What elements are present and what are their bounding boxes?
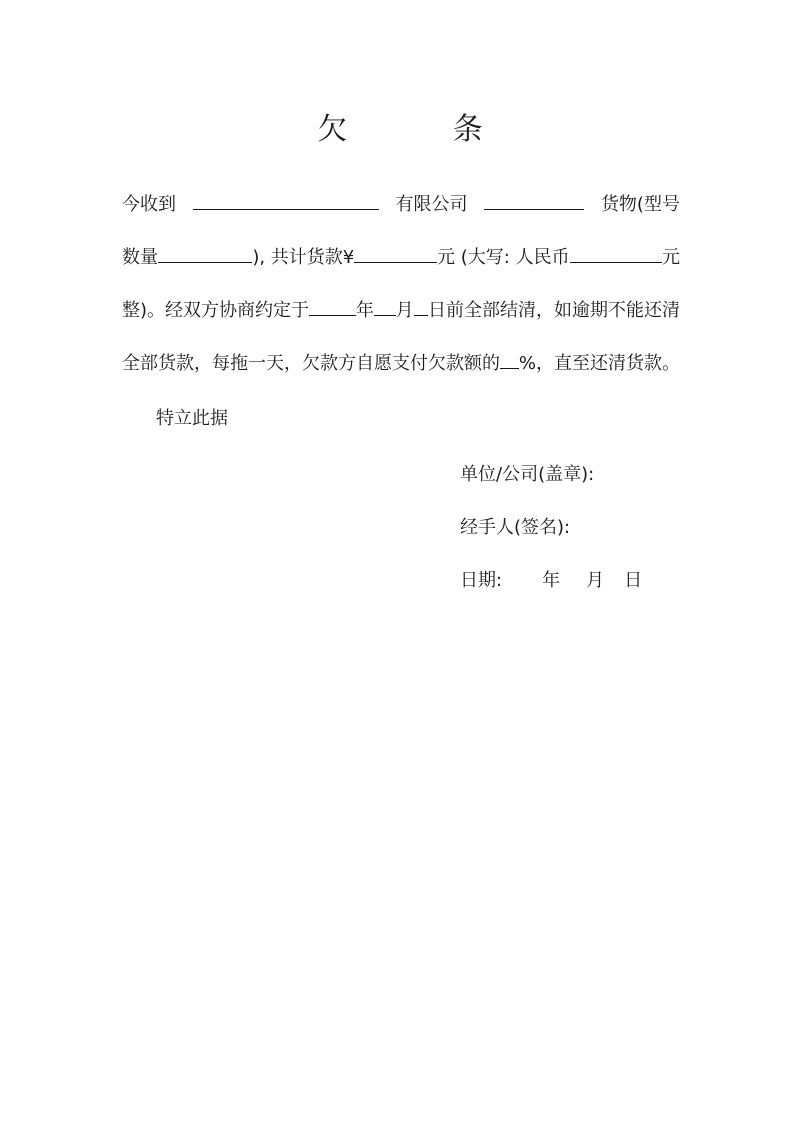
amount-blank[interactable]: [354, 242, 437, 263]
date-day-text: 日: [624, 570, 643, 591]
agreement-text: 整)。经双方协商约定于: [122, 300, 310, 321]
settlement-text: 日前全部结清，如逾期不能还清: [427, 300, 680, 321]
company-seal-label: 单位/公司(盖章):: [460, 464, 595, 485]
month-blank[interactable]: [374, 295, 396, 316]
company-suffix-text: 有限公司: [395, 194, 468, 215]
date-year-text: 年: [542, 570, 561, 591]
body-line-3: [122, 295, 680, 325]
date-line: [460, 567, 642, 595]
body-line-1: [122, 189, 680, 219]
goods-model-text: 货物(型号: [600, 194, 680, 215]
quantity-blank[interactable]: [158, 242, 252, 263]
penalty-suffix-text: %，直至还清货款。: [518, 353, 680, 374]
received-text: 今收到: [122, 194, 176, 215]
total-amount-text: ), 共计货款¥: [252, 247, 355, 268]
company-name-blank[interactable]: [193, 189, 379, 210]
yuan-text: 元: [662, 247, 681, 268]
year-text: 年: [355, 300, 374, 321]
quantity-text: 数量: [122, 247, 158, 268]
uppercase-amount-text: 元 (大写: 人民币: [437, 247, 570, 268]
date-label: 日期:: [460, 570, 503, 591]
year-blank[interactable]: [309, 295, 356, 316]
statement-text: 特立此据: [156, 408, 228, 429]
body-line-2: [122, 242, 680, 272]
penalty-text: 全部货款，每拖一天，欠款方自愿支付欠款额的: [122, 353, 500, 374]
month-text: 月: [395, 300, 414, 321]
body-line-4: [122, 348, 680, 378]
document-title: 欠 条: [317, 112, 531, 147]
percent-blank[interactable]: [500, 348, 519, 369]
date-month-text: 月: [586, 570, 605, 591]
goods-blank[interactable]: [484, 189, 584, 210]
day-blank[interactable]: [414, 295, 428, 316]
uppercase-amount-blank[interactable]: [570, 242, 662, 263]
handler-signature-label: 经手人(签名):: [460, 517, 571, 538]
